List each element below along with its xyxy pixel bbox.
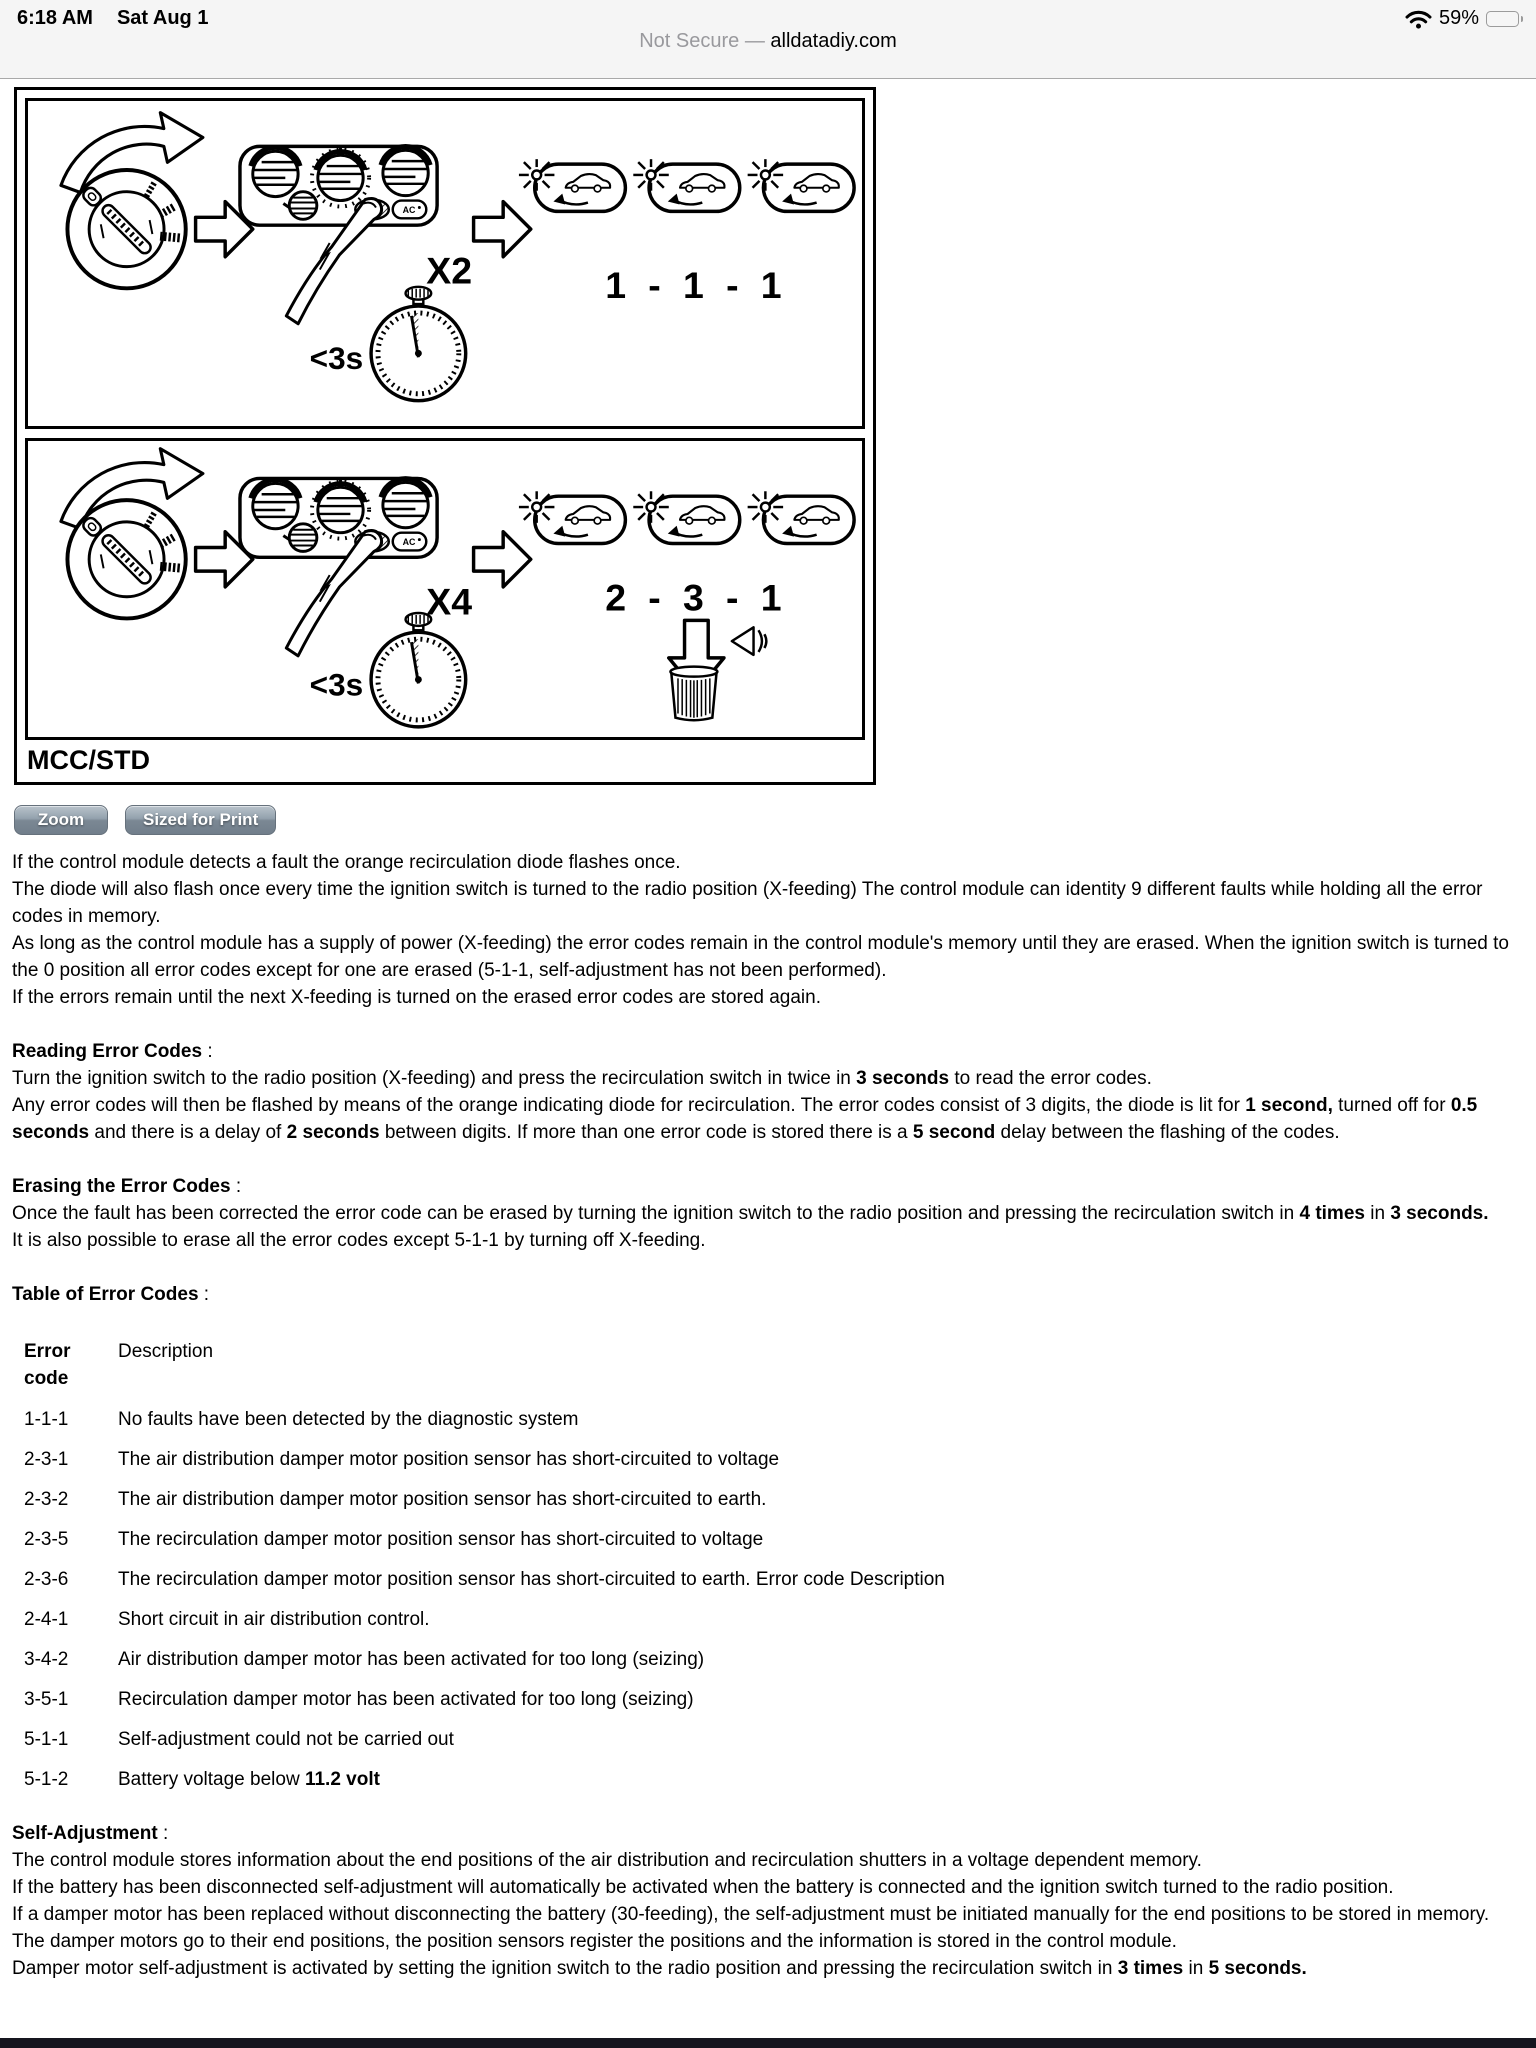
paragraph: If the control module detects a fault the orange recirculation diode flashes once.	[12, 851, 681, 873]
status-time-date	[17, 7, 208, 30]
error-description-cell: Battery voltage below 11.2 volt	[118, 1768, 380, 1790]
press-count-label: X2	[426, 249, 473, 292]
timer-label: <3s	[309, 340, 364, 377]
bottom-toolbar-edge	[0, 2038, 1536, 2048]
error-code-table	[24, 1338, 1524, 1793]
ac-button-icon	[393, 201, 427, 219]
table-rows	[24, 1406, 1524, 1793]
battery-nub	[1521, 16, 1524, 22]
figure-caption: MCC/STD	[27, 745, 150, 776]
table-row	[24, 1566, 1524, 1593]
table-row	[24, 1646, 1524, 1673]
error-code-cell: 3-4-2	[24, 1648, 69, 1670]
flashing-diode-icon	[633, 492, 739, 544]
read-codes-panel	[25, 98, 865, 429]
error-code-sequence: 1 - 1 - 1	[605, 264, 788, 307]
address-bar[interactable]	[0, 30, 1536, 53]
erase-codes-panel	[25, 438, 865, 740]
error-description-cell: Self-adjustment could not be carried out	[118, 1728, 454, 1750]
table-row	[24, 1686, 1524, 1713]
section-heading: Reading Error Codes :	[12, 1040, 213, 1062]
not-secure-label: Not Secure	[639, 30, 740, 52]
status-time: 6:18 AM	[17, 7, 93, 29]
diagnostic-figure	[14, 87, 876, 785]
table-row	[24, 1486, 1524, 1513]
error-code-cell: 2-4-1	[24, 1608, 69, 1630]
left-knob-icon	[251, 147, 300, 196]
flashing-diode-icon	[633, 159, 739, 211]
climate-control-panel-icon	[240, 146, 437, 225]
paragraph: Turn the ignition switch to the radio position (X-feeding) and press the recirculation switch in twice in 3 seconds to read the error codes.	[12, 1067, 1152, 1089]
status-bar	[0, 7, 1536, 30]
horn-icon	[732, 628, 767, 656]
error-code-column-header: Error code	[24, 1340, 71, 1389]
svg-text:AC: AC	[402, 537, 416, 548]
ignition-switch-icon	[67, 170, 185, 288]
intro-paragraphs	[12, 849, 1524, 1011]
error-description-cell: Short circuit in air distribution control.	[118, 1608, 430, 1630]
ignition-switch-icon	[67, 500, 185, 618]
safari-top-bar	[0, 0, 1536, 79]
table-row	[24, 1406, 1524, 1433]
paragraph: The diode will also flash once every time the ignition switch is turned to the radio position (X-feeding) The control module can identity 9 different faults while holding all the error codes in memory.	[12, 878, 1483, 927]
image-toolbar	[14, 805, 1536, 835]
error-code-cell: 3-5-1	[24, 1688, 69, 1710]
self-adjustment-section	[12, 1820, 1524, 1982]
stopwatch-icon	[371, 287, 466, 401]
stopwatch-icon	[371, 613, 466, 727]
press-count-label: X4	[426, 580, 473, 623]
error-description-cell: The recirculation damper motor position sensor has short-circuited to voltage	[118, 1528, 764, 1550]
right-knob-icon	[381, 146, 430, 195]
error-description-cell: The air distribution damper motor position sensor has short-circuited to earth.	[118, 1488, 767, 1510]
read-codes-illustration	[28, 101, 862, 426]
table-row	[24, 1726, 1524, 1753]
table-header-row	[24, 1338, 1524, 1392]
right-knob-icon	[381, 479, 430, 528]
article-body	[0, 849, 1536, 1982]
climate-control-panel-icon	[240, 479, 437, 558]
url-separator: —	[744, 30, 765, 52]
table-of-error-codes-heading	[12, 1281, 1524, 1308]
flashing-diode-icon	[748, 159, 854, 211]
error-code-sequence: 2 - 3 - 1	[605, 576, 788, 619]
paragraph: Damper motor self-adjustment is activated by setting the ignition switch to the radio position and pressing the recirculation switch in 3 times in 5 seconds.	[12, 1957, 1307, 1979]
error-description-cell: Air distribution damper motor has been activated for too long (seizing)	[118, 1648, 705, 1670]
paragraph: Any error codes will then be flashed by means of the orange indicating diode for recirculation. The error codes consist of 3 digits, the diode is lit for 1 second, turned off for 0.5 seconds and there is a delay of 2 seconds between digits. If more than one error code is stored there is a 5 second delay between the flashing of the codes.	[12, 1094, 1478, 1143]
paragraph: The control module stores information about the end positions of the air distribution and recirculation shutters in a voltage dependent memory.	[12, 1849, 1202, 1871]
sized-for-print-button[interactable]: Sized for Print	[125, 805, 276, 835]
timer-label: <3s	[309, 666, 364, 703]
paragraph: It is also possible to erase all the error codes except 5-1-1 by turning off X-feeding.	[12, 1229, 706, 1251]
error-description-cell: Recirculation damper motor has been activated for too long (seizing)	[118, 1688, 694, 1710]
paragraph: If the battery has been disconnected self-adjustment will automatically be activated when the battery is connected and the ignition switch turned to the radio position.	[12, 1876, 1394, 1898]
error-code-cell: 5-1-1	[24, 1728, 69, 1750]
flashing-diode-icon	[748, 492, 854, 544]
svg-text:AC: AC	[402, 204, 416, 215]
battery-percent-label: 59%	[1438, 7, 1479, 29]
error-code-cell: 2-3-6	[24, 1568, 69, 1590]
flashing-diode-icon	[519, 492, 625, 544]
section-heading: Table of Error Codes :	[12, 1283, 210, 1305]
paragraph: If a damper motor has been replaced without disconnecting the battery (30-feeding), the self-adjustment must be initiated manually for the end positions to be stored in memory.	[12, 1903, 1490, 1925]
section-heading: Erasing the Error Codes :	[12, 1175, 242, 1197]
trash-can-icon	[670, 667, 717, 721]
step-arrow-icon	[474, 532, 531, 587]
zoom-button[interactable]: Zoom	[14, 805, 108, 835]
reading-error-codes-section	[12, 1038, 1524, 1146]
table-row	[24, 1766, 1524, 1793]
status-indicators	[1405, 7, 1519, 30]
paragraph: The damper motors go to their end positions, the position sensors register the positions and the information is stored in the control module.	[12, 1930, 1177, 1952]
paragraph: As long as the control module has a supply of power (X-feeding) the error codes remain in the control module's memory until they are erased. When the ignition switch is turned to the 0 position all error codes except for one are erased (5-1-1, self-adjustment has not been performed).	[12, 932, 1509, 981]
error-code-cell: 5-1-2	[24, 1768, 69, 1790]
error-description-cell: No faults have been detected by the diagnostic system	[118, 1408, 579, 1430]
error-description-cell: The recirculation damper motor position sensor has short-circuited to earth. Error code Description	[118, 1568, 945, 1590]
wifi-icon	[1405, 8, 1432, 29]
error-code-cell: 2-3-5	[24, 1528, 69, 1550]
url-domain: alldatadiy.com	[770, 30, 897, 52]
status-date: Sat Aug 1	[116, 7, 209, 29]
error-description-cell: The air distribution damper motor position sensor has short-circuited to voltage	[118, 1448, 780, 1470]
step-arrow-icon	[474, 202, 531, 257]
paragraph: Once the fault has been corrected the error code can be erased by turning the ignition switch to the radio position and pressing the recirculation switch in 4 times in 3 seconds.	[12, 1202, 1489, 1224]
table-row	[24, 1606, 1524, 1633]
erase-codes-illustration	[28, 441, 862, 737]
erasing-error-codes-section	[12, 1173, 1524, 1254]
error-code-cell: 2-3-1	[24, 1448, 69, 1470]
error-code-cell: 1-1-1	[24, 1408, 69, 1430]
left-knob-icon	[251, 480, 300, 529]
ac-button-icon	[393, 533, 427, 551]
section-heading: Self-Adjustment :	[12, 1822, 169, 1844]
error-code-cell: 2-3-2	[24, 1488, 69, 1510]
battery-icon	[1486, 11, 1519, 27]
description-column-header: Description	[118, 1340, 214, 1362]
table-row	[24, 1526, 1524, 1553]
table-row	[24, 1446, 1524, 1473]
paragraph: If the errors remain until the next X-feeding is turned on the erased error codes are stored again.	[12, 986, 822, 1008]
flashing-diode-icon	[519, 159, 625, 211]
